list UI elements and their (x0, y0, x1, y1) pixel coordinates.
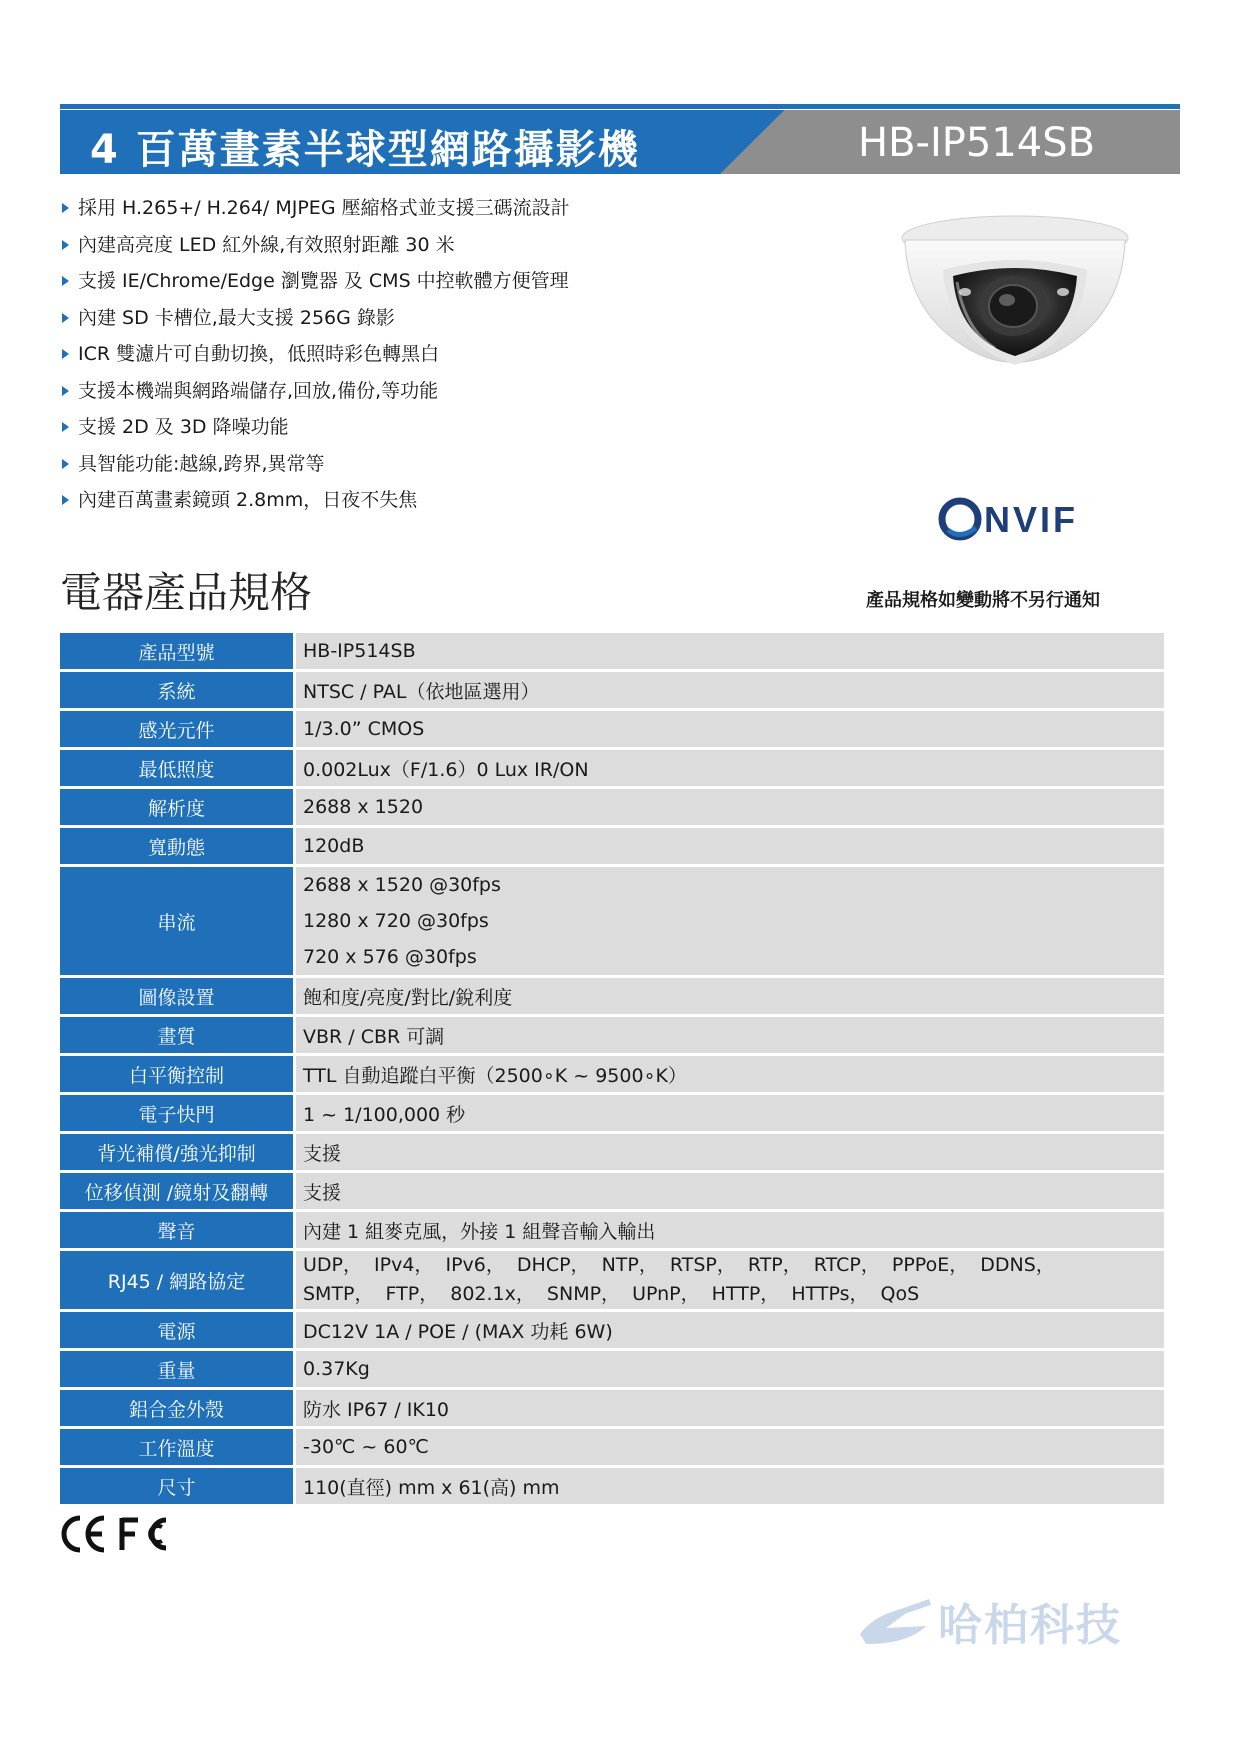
spec-row (60, 1468, 1164, 1504)
feature-item: 支援 IE/Chrome/Edge 瀏覽器 及 CMS 中控軟體方便管理 (60, 263, 570, 300)
spec-row (60, 867, 1164, 975)
spec-label: 圖像設置 (60, 978, 296, 1014)
spec-row (60, 1429, 1164, 1465)
protocol-line: UDP， IPv4， IPv6， DHCP， NTP， RTSP， RTP， RTCP， PPPoE， DDNS， (303, 1254, 1055, 1276)
feature-item: 採用 H.265+/ H.264/ MJPEG 壓縮格式並支援三碼流設計 (60, 190, 570, 227)
spec-row (60, 1173, 1164, 1209)
spec-value: HB-IP514SB (296, 633, 1164, 669)
bullet-triangle-icon (62, 240, 69, 250)
spec-row (60, 1351, 1164, 1387)
feature-item: ICR 雙濾片可自動切換，低照時彩色轉黑白 (60, 336, 570, 373)
bullet-triangle-icon (62, 459, 69, 469)
spec-value: 0.37Kg (296, 1351, 1164, 1387)
spec-row (60, 1390, 1164, 1426)
spec-label: 最低照度 (60, 750, 296, 786)
spec-value (296, 867, 1164, 975)
spec-label: 畫質 (60, 1017, 296, 1053)
feature-item: 內建百萬畫素鏡頭 2.8mm，日夜不失焦 (60, 482, 570, 519)
bullet-triangle-icon (62, 386, 69, 396)
spec-value: VBR / CBR 可調 (296, 1017, 1164, 1053)
spec-row (60, 750, 1164, 786)
onvif-logo (938, 494, 1098, 544)
spec-value: 2688 x 1520 (296, 789, 1164, 825)
spec-value: NTSC / PAL（依地區選用） (296, 672, 1164, 708)
spec-label: 白平衡控制 (60, 1056, 296, 1092)
stream-line: 2688 x 1520 @30fps (303, 874, 501, 896)
spec-row (60, 1095, 1164, 1131)
spec-table (60, 630, 1164, 1507)
spec-value: DC12V 1A / POE / (MAX 功耗 6W) (296, 1312, 1164, 1348)
spec-label: 重量 (60, 1351, 296, 1387)
spec-label: 工作溫度 (60, 1429, 296, 1465)
feature-item: 支援 2D 及 3D 降噪功能 (60, 409, 570, 446)
spec-row (60, 1134, 1164, 1170)
spec-row (60, 633, 1164, 669)
spec-value: 飽和度/亮度/對比/銳利度 (296, 978, 1164, 1014)
product-title: 4 百萬畫素半球型網路攝影機 (90, 127, 640, 173)
spec-row (60, 1251, 1164, 1309)
header-top-line (60, 104, 1180, 109)
stream-line: 720 x 576 @30fps (303, 946, 477, 968)
spec-label: 產品型號 (60, 633, 296, 669)
spec-row (60, 1312, 1164, 1348)
spec-value: 1/3.0” CMOS (296, 711, 1164, 747)
section-title: 電器產品規格 (60, 568, 313, 617)
spec-change-notice: 產品規格如變動將不另行通知 (866, 590, 1100, 611)
bullet-triangle-icon (62, 203, 69, 213)
spec-value: 0.002Lux（F/1.6）0 Lux IR/ON (296, 750, 1164, 786)
spec-row (60, 828, 1164, 864)
bullet-triangle-icon (62, 313, 69, 323)
spec-label: 尺寸 (60, 1468, 296, 1504)
spec-value: 支援 (296, 1173, 1164, 1209)
feature-item: 內建高亮度 LED 紅外線,有效照射距離 30 米 (60, 227, 570, 264)
spec-value: -30℃ ~ 60℃ (296, 1429, 1164, 1465)
feature-list (60, 190, 570, 519)
spec-value: 120dB (296, 828, 1164, 864)
spec-value: TTL 自動追蹤白平衡（2500∘K ~ 9500∘K） (296, 1056, 1164, 1092)
spec-row (60, 711, 1164, 747)
feature-item: 支援本機端與網路端儲存,回放,備份,等功能 (60, 373, 570, 410)
product-model: HB-IP514SB (858, 120, 1096, 166)
spec-value: 內建 1 組麥克風，外接 1 組聲音輸入輸出 (296, 1212, 1164, 1248)
spec-value: 防水 IP67 / IK10 (296, 1390, 1164, 1426)
svg-text:NVIF: NVIF (984, 499, 1079, 540)
bullet-triangle-icon (62, 349, 69, 359)
bullet-triangle-icon (62, 495, 69, 505)
protocol-line: SMTP， FTP， 802.1x， SNMP， UPnP， HTTP， HTTPs， QoS (303, 1283, 920, 1305)
spec-row (60, 978, 1164, 1014)
spec-label: 串流 (60, 867, 296, 975)
spec-row (60, 1017, 1164, 1053)
spec-label: 背光補償/強光抑制 (60, 1134, 296, 1170)
feature-item: 內建 SD 卡槽位,最大支援 256G 錄影 (60, 300, 570, 337)
spec-row (60, 1212, 1164, 1248)
spec-value (296, 1251, 1164, 1309)
spec-label: 鋁合金外殼 (60, 1390, 296, 1426)
bullet-triangle-icon (62, 422, 69, 432)
spec-label: 寬動態 (60, 828, 296, 864)
feature-item: 具智能功能:越線,跨界,異常等 (60, 446, 570, 483)
ce-fcc-icon (58, 1512, 188, 1556)
spec-row (60, 789, 1164, 825)
bullet-triangle-icon (62, 276, 69, 286)
svg-text:哈柏科技: 哈柏科技 (938, 1600, 1122, 1651)
spec-value: 支援 (296, 1134, 1164, 1170)
spec-label: 解析度 (60, 789, 296, 825)
spec-label: 電子快門 (60, 1095, 296, 1131)
dome-camera-image (895, 210, 1135, 380)
stream-line: 1280 x 720 @30fps (303, 910, 489, 932)
spec-value: 110(直徑) mm x 61(高) mm (296, 1468, 1164, 1504)
company-logo-icon (856, 1592, 1186, 1652)
spec-row (60, 672, 1164, 708)
spec-label: 感光元件 (60, 711, 296, 747)
spec-label: RJ45 / 網路協定 (60, 1251, 296, 1309)
spec-row (60, 1056, 1164, 1092)
spec-value: 1 ~ 1/100,000 秒 (296, 1095, 1164, 1131)
spec-label: 系統 (60, 672, 296, 708)
spec-label: 聲音 (60, 1212, 296, 1248)
spec-label: 位移偵測 /鏡射及翻轉 (60, 1173, 296, 1209)
spec-label: 電源 (60, 1312, 296, 1348)
